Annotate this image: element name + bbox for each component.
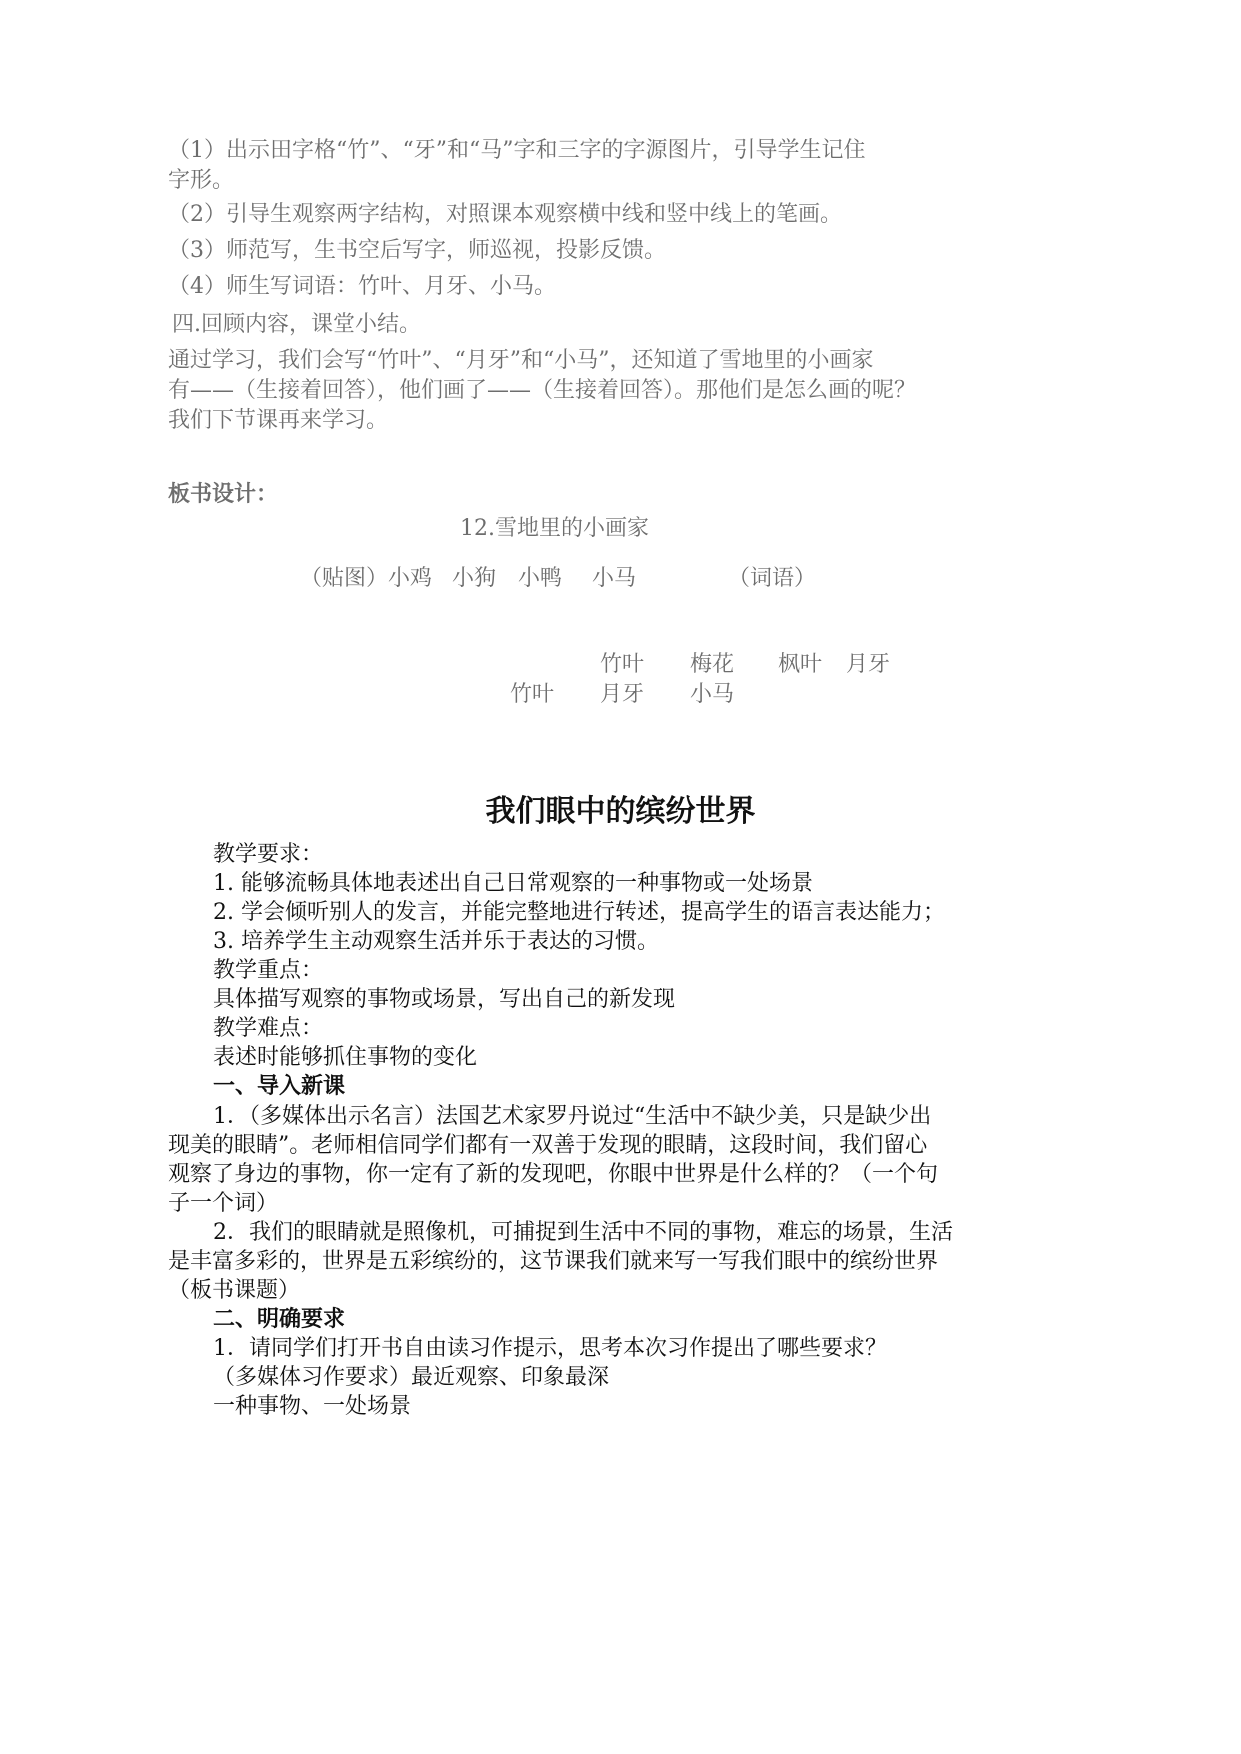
- section-1-para1-line1: 1．（多媒体出示名言）法国艺术家罗丹说过“生活中不缺少美，只是缺少出: [213, 1104, 932, 1129]
- key-points-text: 具体描写观察的事物或场景，写出自己的新发现: [213, 987, 676, 1012]
- summary-line2: 有——（生接着回答），他们画了——（生接着回答）。那他们是怎么画的呢？: [168, 378, 917, 403]
- key-points-heading: 教学重点：: [213, 958, 324, 983]
- board-heading: 板书设计：: [168, 482, 279, 507]
- section-2-para3: 一种事物、一处场景: [213, 1394, 412, 1419]
- board-title: 12.雪地里的小画家: [460, 516, 649, 541]
- difficulty-heading: 教学难点：: [213, 1016, 324, 1041]
- summary-line1: 通过学习，我们会写“竹叶”、“月牙”和“小马”，还知道了雪地里的小画家: [168, 348, 874, 373]
- section-1-para2-line1: 2．我们的眼睛就是照像机，可捕捉到生活中不同的事物，难忘的场景，生活: [213, 1220, 953, 1245]
- step3: （3）师范写，生书空后写字，师巡视，投影反馈。: [168, 238, 666, 263]
- requirement-1: 1. 能够流畅具体地表述出自己日常观察的一种事物或一处场景: [213, 871, 813, 896]
- board-row1-item: （词语）: [728, 566, 817, 591]
- step4: （4）师生写词语：竹叶、月牙、小马。: [168, 274, 556, 299]
- step1-line1: （1）出示田字格“竹”、“牙”和“马”字和三字的字源图片，引导学生记住: [168, 138, 866, 163]
- section-1-heading: 一、导入新课: [213, 1074, 346, 1099]
- board-row2-item: 月牙: [846, 652, 891, 677]
- board-row1-item: （贴图）小鸡: [300, 566, 433, 591]
- section-2-para2: （多媒体习作要求）最近观察、印象最深: [213, 1365, 610, 1390]
- board-row2-item: 枫叶: [778, 652, 823, 677]
- board-row1-item: 小鸭: [518, 566, 563, 591]
- board-row2-item: 竹叶: [600, 652, 645, 677]
- lesson-title: 我们眼中的缤纷世界: [485, 794, 756, 829]
- section-1-para1-line4: 子一个词）: [168, 1191, 279, 1216]
- board-row1-item: 小狗: [452, 566, 497, 591]
- summary-line3: 我们下节课再来学习。: [168, 408, 389, 433]
- section-1-para2-line3: （板书课题）: [168, 1278, 301, 1303]
- requirement-2: 2. 学会倾听别人的发言，并能完整地进行转述，提高学生的语言表达能力；: [213, 900, 945, 925]
- section-2-para1: 1．请同学们打开书自由读习作提示，思考本次习作提出了哪些要求？: [213, 1336, 887, 1361]
- board-row1-item: 小马: [592, 566, 637, 591]
- section-4-heading: 四.回顾内容，课堂小结。: [172, 312, 421, 337]
- section-2-heading: 二、明确要求: [213, 1307, 346, 1332]
- board-row3-item: 小马: [690, 682, 735, 707]
- requirement-3: 3. 培养学生主动观察生活并乐于表达的习惯。: [213, 929, 659, 954]
- board-row3-item: 月牙: [600, 682, 645, 707]
- difficulty-text: 表述时能够抓住事物的变化: [213, 1045, 478, 1070]
- step1-line2: 字形。: [168, 168, 235, 193]
- section-1-para1-line2: 现美的眼睛”。老师相信同学们都有一双善于发现的眼睛，这段时间，我们留心: [168, 1133, 928, 1158]
- section-1-para1-line3: 观察了身边的事物，你一定有了新的发现吧，你眼中世界是什么样的？（一个句: [168, 1162, 939, 1187]
- requirements-heading: 教学要求：: [213, 842, 324, 867]
- step2: （2）引导生观察两字结构，对照课本观察横中线和竖中线上的笔画。: [168, 202, 842, 227]
- board-row3-item: 竹叶: [510, 682, 555, 707]
- section-1-para2-line2: 是丰富多彩的，世界是五彩缤纷的，这节课我们就来写一写我们眼中的缤纷世界: [168, 1249, 939, 1274]
- board-row2-item: 梅花: [690, 652, 735, 677]
